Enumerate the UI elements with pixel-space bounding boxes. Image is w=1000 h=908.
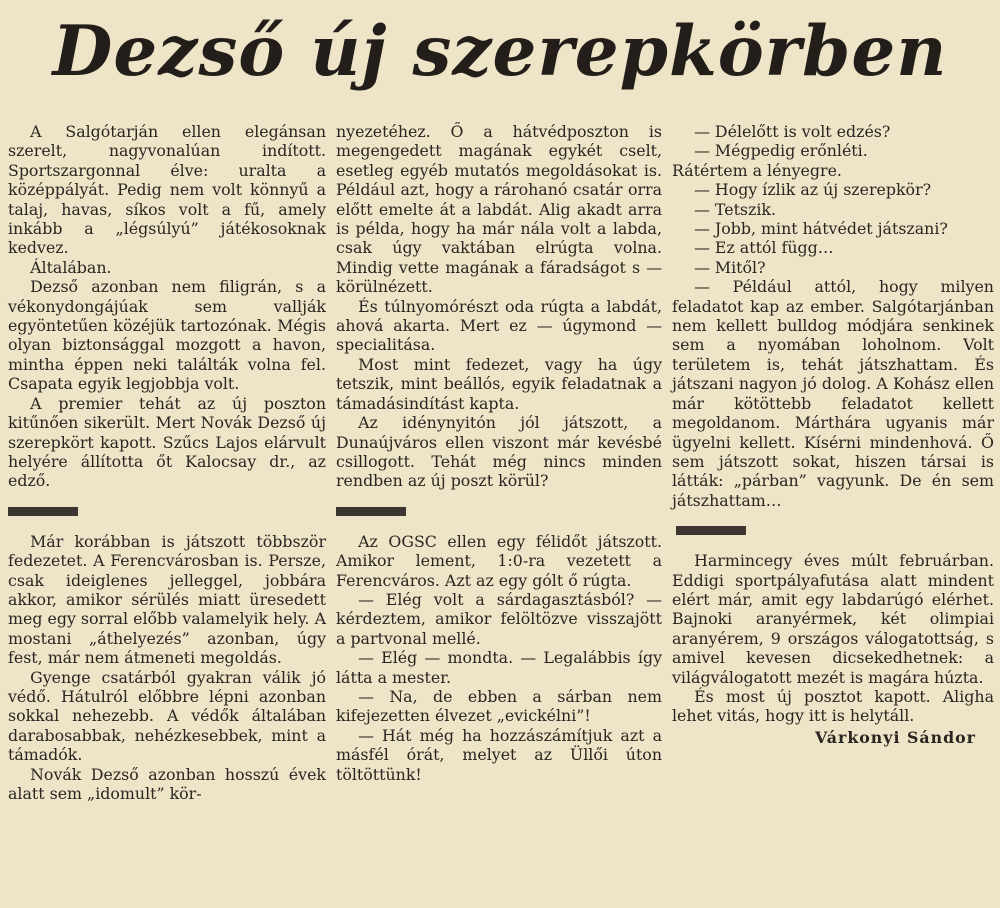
paragraph: Dezső azonban nem filigrán, s a vékonydongájúak sem vallják egyöntetűen közéjük tartozónak. Mégis olyan biztonsággal mozgott a havon, mintha éppen neki találták volna fel. Csapata egyik legjobbja volt.: [8, 277, 326, 394]
paragraph: Általában.: [30, 257, 112, 277]
paragraph: Harmincegy éves múlt februárban. Eddigi sportpályafutása alatt mindent elért már, amit egy labdarúgó elérhet. Bajnoki aranyérmek, két olimpiai aranyérem, 9 országos válogatottság, s amivel kevesen dicsekedhetnek: a világválogatott mezét is magára húzta.: [672, 551, 994, 687]
paragraph: — Elég — mondta. — Legalábbis így látta a mester.: [336, 648, 662, 687]
paragraph: — Mégpedig erőnléti.: [694, 141, 868, 161]
section-separator: [336, 507, 406, 516]
paragraph: Gyenge csatárból gyakran válik jó védő. Hátulról előbbre lépni azonban sokkal nehezebb. A védők általában darabosabbak, nehézkesebbek, mint a támadók.: [8, 667, 326, 765]
section-separator: [676, 526, 746, 535]
paragraph: A Salgótarján ellen elegánsan szerelt, nagyvonalúan indított. Sportszargonnal élve: uralta a középpályát. Pedig nem volt könnyű a talaj, havas, síkos volt a fű, amely inkább a „légsúlyú” játékosoknak kedvez.: [8, 122, 326, 258]
paragraph: — Délelőtt is volt edzés?: [694, 122, 891, 141]
headline: Dezső új szerepkörben: [52, 11, 948, 92]
paragraph: És most új posztot kapott. Aligha lehet vitás, hogy itt is helytáll.: [672, 686, 994, 726]
paragraph: Novák Dezső azonban hosszú évek alatt sem „idomult” kör-: [8, 764, 326, 803]
paragraph: Az idénynyitón jól játszott, a Dunaújváros ellen viszont már kevésbé csillogott. Tehát még nincs minden rendben az új poszt körül?: [336, 413, 662, 491]
author-byline: Várkonyi Sándor: [814, 727, 976, 747]
paragraph: — Na, de ebben a sárban nem kifejezetten élvezet „evickélni”!: [336, 686, 662, 726]
paragraph: nyezetéhez. Ő a hátvédposzton is megengedett magának egykét cselt, esetleg egyéb mutatós megoldásokat is. Például azt, hogy a rárohanó csatár orra előtt emelte át a labdát. Alig akadt arra is példa, hogy ha már nála volt a labda, csak úgy vaktában elrúgta volna. Mindig vette magának a fáradságot s — körülnézett.: [336, 122, 662, 297]
article-column-1: [8, 122, 326, 904]
section-separator: [8, 507, 78, 516]
paragraph: Az OGSC ellen egy félidőt játszott. Amikor lement, 1:0-ra vezetett a Ferencváros. Azt az egy gólt ő rúgta.: [336, 531, 662, 590]
paragraph: — Elég volt a sárdagasztásból? — kérdeztem, amikor felöltözve visszajött a partvonal mellé.: [336, 589, 662, 648]
paragraph: — Hát még ha hozzászámítjuk azt a másfél órát, melyet az Üllői úton töltöttünk!: [336, 725, 662, 784]
paragraph: Most mint fedezet, vagy ha úgy tetszik, mint beállós, egyik feladatnak a támadásindítást kapta.: [336, 354, 662, 413]
paragraph: — Mitől?: [694, 257, 766, 277]
paragraph: — Hogy ízlik az új szerepkör?: [694, 180, 932, 200]
paragraph: Már korábban is játszott többször fedezetet. A Ferencvárosban is. Persze, csak ideiglenes jelleggel, jobbára akkor, amikor sérülés miatt üresedett meg egy sorral előbb valamelyik hely. A mostani „áthelyezés” azonban, úgy fest, már nem átmeneti megoldás.: [8, 531, 326, 668]
paragraph: És túlnyomórészt oda rúgta a labdát, ahová akarta. Mert ez — úgymond — specialitása.: [336, 296, 662, 355]
paragraph: — Tetszik.: [694, 199, 777, 219]
article-column-2: [336, 122, 662, 904]
paragraph: A premier tehát az új poszton kitűnően sikerült. Mert Novák Dezső új szerepkört kapott. Szűcs Lajos elárvult helyére állította őt Kalocsay dr., az edző.: [8, 393, 326, 491]
paragraph: — Jobb, mint hátvédet játszani?: [694, 219, 948, 239]
paragraph: Rátértem a lényegre.: [672, 160, 842, 180]
paragraph: — Ez attól függ…: [694, 238, 834, 258]
paragraph: — Például attól, hogy milyen feladatot kap az ember. Salgótarjánban nem kellett bulldog módjára senkinek sem a nyomában loholnom. Volt területem is, tehát játszhattam. És játszani nagyon jó dolog. A Kohász ellen már kötöttebb feladatot kellett megoldanom. Márthára ugyanis már ügyelni kellett. Kísérni mindenhová. Ő sem játszott sokat, hiszen társai is látták: „párban” vagyunk. De én sem játszhattam…: [672, 277, 994, 510]
article-column-3: [672, 122, 994, 904]
